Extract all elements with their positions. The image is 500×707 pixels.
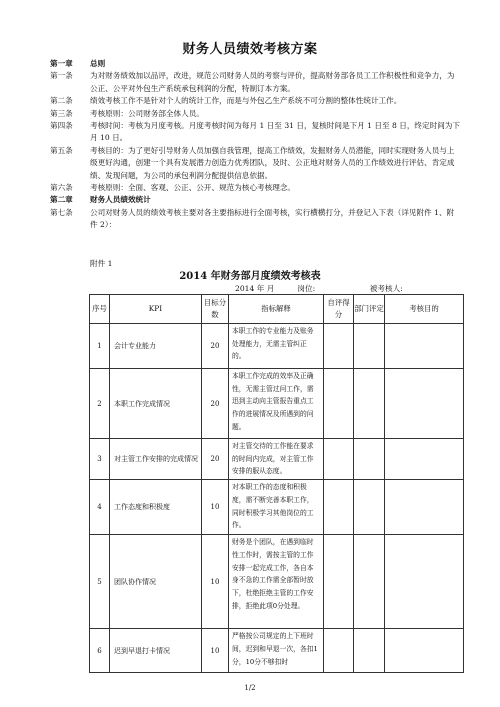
article (50, 70, 460, 95)
table-row (90, 369, 464, 439)
row-purpose[interactable] (385, 439, 464, 480)
row-explain: 本职工作完成的效率及正确性，无需主管过问工作，需迅到主动向主管报告重点工作的进展情况及所遇到的问题。 (229, 369, 324, 439)
meta-position: 岗位: (297, 284, 316, 293)
row-kpi: 本职工作完成情况 (110, 369, 202, 439)
page-number: 1/2 (244, 684, 256, 692)
header-no: 序号 (90, 295, 110, 324)
row-explain: 对本职工作的态度和积极度，需不断完善本职工作，同时积极学习其他岗位的工作。 (229, 480, 324, 535)
row-purpose[interactable] (385, 535, 464, 629)
table-row (90, 535, 464, 629)
row-purpose[interactable] (385, 324, 464, 369)
row-kpi: 会计专业能力 (110, 324, 202, 369)
row-score: 10 (202, 480, 229, 535)
row-no: 2 (90, 369, 110, 439)
article (50, 120, 460, 145)
header-score: 目标分数 (202, 295, 229, 324)
row-self-score[interactable] (324, 535, 354, 629)
document-title: 财务人员绩效考核方案 (182, 42, 318, 57)
article-text: 考核原则：全面、客观、公正、公开、规范为核心考核理念。 (90, 183, 296, 193)
article (50, 182, 460, 194)
table-meta (235, 283, 403, 294)
article-label: 第三条 (50, 108, 73, 118)
article-text: 总则 (90, 59, 106, 68)
row-self-score[interactable] (324, 369, 354, 439)
row-dept-score[interactable] (354, 439, 385, 480)
row-purpose[interactable] (385, 369, 464, 439)
header-self: 自评得分 (324, 295, 354, 324)
row-score: 10 (202, 535, 229, 629)
article-text: 考核时间：考核为月度考核。月度考核时间为每月 1 日至 31 日，复核时间是下月 1 日至 8 日，终定时间为下月 10 日。 (90, 121, 460, 143)
article (50, 145, 460, 182)
article-text: 绩效考核工作不是针对个人的统计工作，而是与外包乙生产系统不可分割的整体性统计工作。 (90, 96, 402, 106)
article-text: 公司对财务人员的绩效考核主要对各主要指标进行全面考核，实行横横打分，并登记入下表（详见附件 1、附件 2）： (90, 207, 455, 230)
header-purpose: 考核目的 (385, 295, 464, 324)
meta-assessee: 被考核人: (369, 284, 403, 293)
article (50, 207, 460, 232)
row-explain: 严格按公司规定的上下班时间，迟到和早退一次，各扣1分，10分不够扣时 (229, 629, 324, 673)
article (50, 108, 460, 120)
header-dept: 部门评定 (354, 295, 385, 324)
attachment-label: 附件 1 (90, 259, 113, 268)
row-kpi: 对主管工作安排的完成情况 (110, 439, 202, 480)
article-label: 第五条 (50, 145, 73, 155)
articles-section (50, 58, 460, 232)
row-explain: 财务是个团队，在遇到临时性工作时，需按主管的工作安排一起完成工作，各自本身不急的工作需全部暂时放下，杜绝拒绝主管的工作安排，拒绝此项0分处理。 (229, 535, 324, 629)
row-kpi: 团队协作情况 (110, 535, 202, 629)
article-label: 第二条 (50, 96, 73, 106)
table-row (90, 439, 464, 480)
article-label: 第二章 (50, 195, 73, 205)
row-purpose[interactable] (385, 480, 464, 535)
table-title: 2014 年财务部月度绩效考核表 (179, 271, 321, 282)
article-text: 考核目的：为了更好引导财务人员加强自我管理，提高工作绩效，发掘财务人员潜能，同时实现财务人员与上级更好沟通，创建一个具有发展潜力创造力优秀团队，及时、公正地对财务人员的工作绩效进行评估、肯定成绩、发现问题，为公司的承包利润分配提供信息依据。 (90, 145, 455, 180)
row-dept-score[interactable] (354, 324, 385, 369)
row-score: 20 (202, 369, 229, 439)
row-no: 5 (90, 535, 110, 629)
row-self-score[interactable] (324, 439, 354, 480)
article-label: 第一条 (50, 71, 73, 81)
article-text: 财务人员绩效统计 (90, 195, 151, 205)
row-no: 6 (90, 629, 110, 673)
article-text: 考核原则：公司财务部全体人员。 (90, 108, 204, 118)
row-score: 20 (202, 439, 229, 480)
row-no: 4 (90, 480, 110, 535)
row-purpose[interactable] (385, 629, 464, 673)
row-explain: 本职工作的专业能力及账务处理能力，无需主管纠正的。 (229, 324, 324, 369)
article-label: 第四条 (50, 121, 73, 131)
table-row (90, 324, 464, 369)
row-kpi: 迟到早退打卡情况 (110, 629, 202, 673)
kpi-table (89, 294, 464, 673)
article-label: 第六条 (50, 183, 73, 193)
row-dept-score[interactable] (354, 629, 385, 673)
row-self-score[interactable] (324, 480, 354, 535)
article (50, 95, 460, 107)
article-label: 第七条 (50, 207, 73, 217)
row-kpi: 工作态度和积极度 (110, 480, 202, 535)
row-score: 10 (202, 629, 229, 673)
row-self-score[interactable] (324, 629, 354, 673)
row-dept-score[interactable] (354, 480, 385, 535)
row-score: 20 (202, 324, 229, 369)
table-header-row (90, 295, 464, 324)
row-explain: 对主管交待的工作能在要求的时间内完成，对主管工作安排的服从态度。 (229, 439, 324, 480)
article-label: 第一章 (50, 59, 73, 68)
row-dept-score[interactable] (354, 369, 385, 439)
row-self-score[interactable] (324, 324, 354, 369)
header-kpi: KPI (110, 295, 202, 324)
row-no: 1 (90, 324, 110, 369)
meta-year-month: 2014 年 月 (235, 284, 275, 293)
chapter-heading (50, 58, 460, 70)
article-text: 为对财务绩效加以品评，改进，规范公司财务人员的考察与评价，提高财务部各员工工作积极性和竞争力，为公正、公平对外包生产系统承包利润的分配，特制订本方案。 (90, 71, 455, 93)
row-no: 3 (90, 439, 110, 480)
row-dept-score[interactable] (354, 535, 385, 629)
chapter-heading (50, 194, 460, 206)
table-row (90, 629, 464, 673)
header-explain: 指标解释 (229, 295, 324, 324)
table-row (90, 480, 464, 535)
